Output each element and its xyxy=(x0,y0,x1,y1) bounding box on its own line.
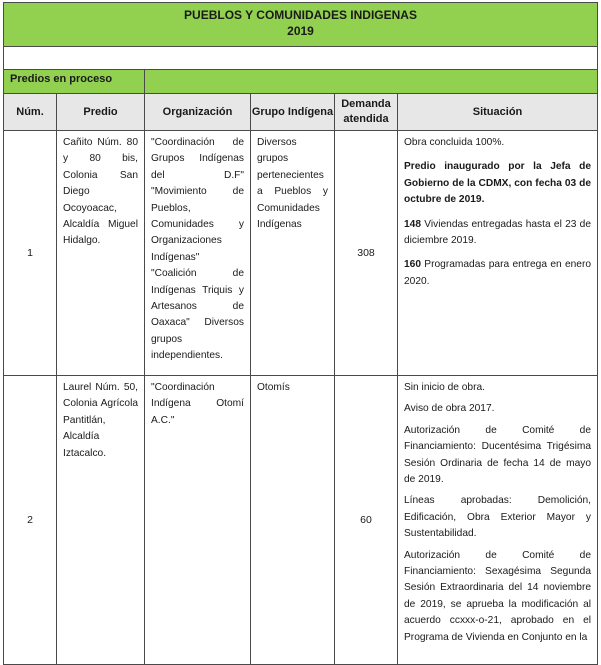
situacion-line: 160 Programadas para entrega en enero 2020. xyxy=(404,259,592,287)
header-predio: Predio xyxy=(57,94,145,131)
row-organizacion: "Coordinación de Grupos Indígenas del D.F" "Movimiento de Pueblos, Comunidades y Organizaciones Indígenas" "Coalición de Indígenas Triquis y Artesanos de Oaxaca" Diversos grupos independientes. xyxy=(145,131,251,376)
situacion-line: Autorización de Comité de Financiamiento: Sexagésima Segunda Sesión Extraordinaria del 14 noviembre de 2019, se aprueba la modificación al acuerdo ccxxx-o-21, aprobado en el Programa de Vivienda en Conjunto en la xyxy=(404,549,592,643)
section-row xyxy=(4,70,598,94)
header-situacion: Situación xyxy=(398,94,598,131)
row-grupo: Diversos grupos pertenecientes a Pueblos y Comunidades Indígenas xyxy=(251,131,335,376)
situacion-line: Autorización de Comité de Financiamiento: Ducentésima Trigésima Sesión Ordinaria de fecha 14 de mayo de 2019. xyxy=(404,424,592,486)
document-table-wrapper xyxy=(3,2,597,665)
row-situacion xyxy=(398,131,598,376)
header-organizacion: Organización xyxy=(145,94,251,131)
spacer-row xyxy=(4,47,598,70)
section-fill xyxy=(145,70,598,94)
header-grupo: Grupo Indígena xyxy=(251,94,335,131)
row-organizacion: "Coordinación Indígena Otomí A.C." xyxy=(145,376,251,665)
year-text: 2019 xyxy=(287,24,314,38)
header-row xyxy=(4,94,598,131)
situacion-line: Sin inicio de obra. xyxy=(404,382,485,393)
row-num: 1 xyxy=(4,131,57,376)
row-demanda: 308 xyxy=(335,131,398,376)
situacion-line: Predio inaugurado por la Jefa de Gobierno de la CDMX, con fecha 03 de octubre de 2019. xyxy=(404,161,592,206)
situacion-line: Aviso de obra 2017. xyxy=(404,403,495,415)
row-situacion xyxy=(398,376,598,665)
row-demanda: 60 xyxy=(335,376,398,665)
section-label: Predios en proceso xyxy=(4,70,145,94)
situacion-line: 148 Viviendas entregadas hasta el 23 de diciembre 2019. xyxy=(404,218,592,247)
header-demanda: Demanda atendida xyxy=(335,94,398,131)
table-row xyxy=(4,376,598,665)
row-predio: Cañito Núm. 80 y 80 bis, Colonia San Diego Ocoyoacac, Alcaldía Miguel Hidalgo. xyxy=(57,131,145,376)
table-title xyxy=(4,3,598,47)
row-num: 2 xyxy=(4,376,57,665)
situacion-line: Líneas aprobadas: Demolición, Edificación, Obra Exterior Mayor y Sustentabilidad. xyxy=(404,495,592,540)
situacion-line: Obra concluida 100%. xyxy=(404,137,505,148)
housing-table xyxy=(3,2,598,665)
header-num: Núm. xyxy=(4,94,57,131)
table-row xyxy=(4,131,598,376)
title-text: PUEBLOS Y COMUNIDADES INDIGENAS xyxy=(184,8,417,22)
row-predio: Laurel Núm. 50, Colonia Agrícola Pantitlán, Alcaldía Iztacalco. xyxy=(57,376,145,665)
row-grupo: Otomís xyxy=(251,376,335,665)
